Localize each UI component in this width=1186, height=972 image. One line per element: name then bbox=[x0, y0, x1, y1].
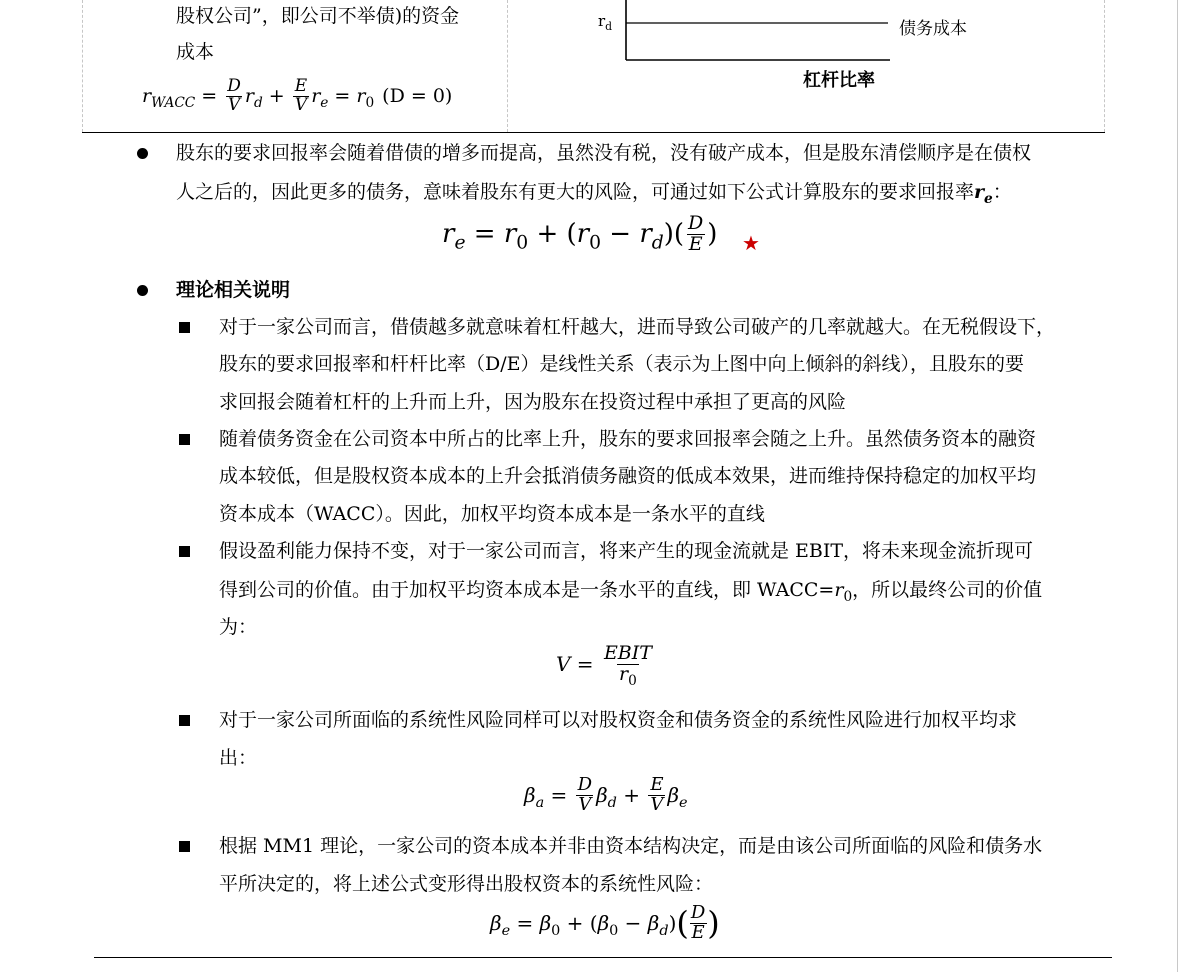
item2-line-2: 成本较低，但是股权资本成本的上升会抵消债务融资的低成本效果，进而维持保持稳定的加权平均 bbox=[219, 465, 1037, 487]
wacc-formula: $r_{WACC}$ = $\frac{D}{V}$ $r_d$ + $\frac{E}{V}$ $r_e$ = $r_0$ (D = 0) bbox=[142, 76, 453, 115]
table-border-middle bbox=[507, 0, 508, 132]
bullet-square bbox=[179, 546, 190, 557]
item5-line-1: 根据 MM1 理论，一家公司的资本成本并非由资本结构决定，而是由该公司所面临的风险和债务水 bbox=[219, 835, 1043, 857]
wacc-formula-note: (D = 0) bbox=[382, 85, 453, 108]
item2-line-1: 随着债务资金在公司资本中所占的比率上升，股东的要求回报率会随之上升。虽然债务资本的融资 bbox=[219, 428, 1037, 450]
item5-line-2: 平所决定的，将上述公式变形得出股权资本的系统性风险： bbox=[219, 873, 714, 895]
item1-line-3: 求回报会随着杠杆的上升而上升，因为股东在投资过程中承担了更高的风险 bbox=[219, 391, 847, 413]
item3-line-2: 得到公司的价值。由于加权平均资本成本是一条水平的直线，即 $WACC=r_0$，所以最终公司的价值 bbox=[219, 579, 1043, 605]
item4-line-2: 出： bbox=[219, 747, 258, 769]
table-bottom-rule bbox=[82, 132, 1105, 133]
page-bottom-rule bbox=[94, 957, 1112, 958]
beta-e-formula: $\beta_e$ = $\beta_0$ + ( $\beta_0$ − $\beta_d$ ) ( $\frac{D}{E}$ ) bbox=[490, 902, 720, 943]
item2-line-3: 资本成本（WACC）。因此，加权平均资本成本是一条水平的直线 bbox=[219, 503, 765, 525]
item3-line-1: 假设盈利能力保持不变，对于一家公司而言，将来产生的现金流就是 EBIT，将未来现金流折现可 bbox=[219, 540, 1034, 562]
value-formula: V = $\frac{\text{EBIT}}{r_0}$ bbox=[556, 642, 652, 689]
table-text-line-2: 成本 bbox=[176, 41, 215, 63]
table-border-right bbox=[1104, 0, 1105, 132]
chart-line-label: 债务成本 bbox=[899, 19, 967, 38]
bullet-dot bbox=[137, 148, 148, 159]
star-icon: ★ bbox=[742, 231, 760, 255]
bullet-square bbox=[179, 434, 190, 445]
bullet-square bbox=[179, 322, 190, 333]
item4-line-1: 对于一家公司所面临的系统性风险同样可以对股权资金和债务资金的系统性风险进行加权平均求 bbox=[219, 709, 1018, 731]
item1-line-1: 对于一家公司而言，借债越多就意味着杠杆越大，进而导致公司破产的几率就越大。在无税假设下， bbox=[219, 316, 1056, 338]
re-formula: $r_e$ = $r_0$ + ( $r_0$ − $r_d$ )( $\frac{D}{E}$ ) bbox=[442, 212, 718, 255]
beta-a-formula: $\beta_a$ = $\frac{D}{V}$ $\beta_d$ + $\frac{E}{V}$ $\beta_e$ bbox=[524, 774, 688, 815]
chart-x-label: 杠杆比率 bbox=[803, 70, 875, 90]
bullet-square bbox=[179, 841, 190, 852]
bullet-square bbox=[179, 715, 190, 726]
chart-y-label: $r_d$ bbox=[598, 12, 613, 33]
page-edge bbox=[1177, 0, 1178, 972]
table-border-left bbox=[82, 0, 83, 132]
para1-line-1: 股东的要求回报率会随着借债的增多而提高，虽然没有税，没有破产成本，但是股东清偿顺序是在债权 bbox=[176, 142, 1032, 164]
bullet-dot bbox=[137, 285, 148, 296]
table-text-line-1: 股权公司”，即公司不举债)的资金 bbox=[176, 5, 460, 27]
item1-line-2: 股东的要求回报率和杆杆比率（D/E）是线性关系（表示为上图中向上倾斜的斜线），且股东的要 bbox=[219, 353, 1025, 375]
para1-line-2: 人之后的，因此更多的债务，意味着股东有更大的风险，可通过如下公式计算股东的要求回报率$r_e$： bbox=[176, 181, 1012, 207]
theory-heading: 理论相关说明 bbox=[176, 279, 291, 301]
item3-line-3: 为： bbox=[219, 616, 258, 638]
